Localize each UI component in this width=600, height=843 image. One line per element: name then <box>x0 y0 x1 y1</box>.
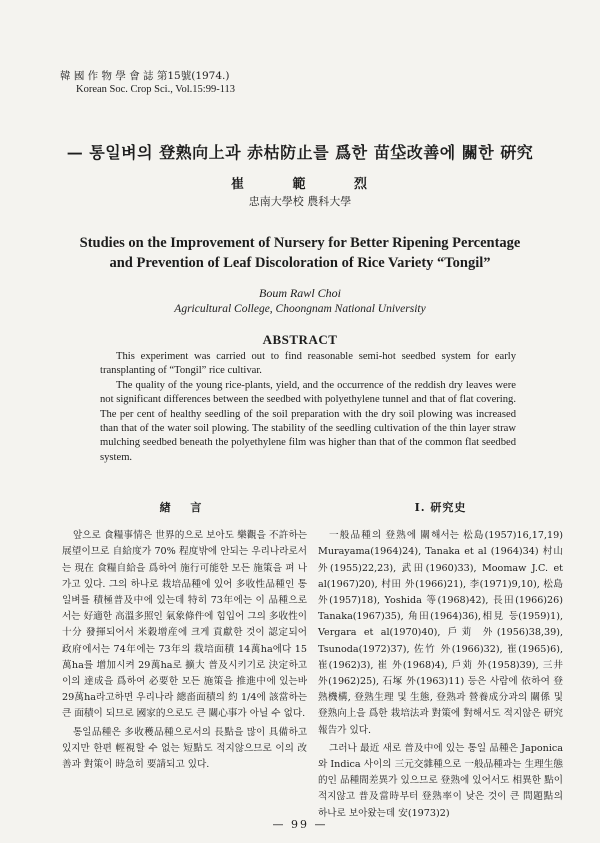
abstract-paragraph-2: The quality of the young rice-plants, yield, and the occurrence of the reddish dry leaves were not significant differences between the seedbed with polyethylene tunnel and that of flat covering. The per cent of healthy seedling of the soil preparation with the dry soil plowing was increased than that of the water soil plowing. The stability of the seedling cultivation of the thin layer straw mulching seedbed beneath the polyethylene film was higher than that of the common flat seedbed system. <box>100 379 516 463</box>
journal-header <box>60 70 235 96</box>
title-english <box>40 233 560 273</box>
introduction-paragraph-2: 통일品種은 多收穫品種으로서의 長點을 많이 具備하고 있지만 한편 輕視할 수 없는 短點도 적지않으므로 이의 改善과 對策이 時急히 要請되고 있다. <box>62 726 307 771</box>
title-korean-text: 통일벼의 登熟向上과 赤枯防止를 爲한 苗垈改善에 關한 硏究 <box>89 143 534 162</box>
abstract-paragraph-1: This experiment was carried out to find reasonable semi-hot seedbed system for early transplanting of “Tongil” rice cultivar. <box>100 351 516 377</box>
research-history-paragraph-1: 一般品種의 登熟에 關해서는 松島(1957)16,17,19) Murayama(1964)24), Tanaka et al (1964)34) 村山 外(1955)22,23), 武田(1960)33), Moomaw J.C. et al(1967)20), 村田 外(1966)21), 李(1971)9,10), 松島 外(1957)18), Yoshida 等(1968)42), 長田(1966)26) Tanaka(1967)35), 角田(1964)36),相見 등(1959)1), Vergara et al(1970)40), 戶苅 外(1956)38,39), Tsunoda(1972)37), 佐竹 外(1966)32), 崔(1965)6), 崔(1962)3), 崔 外(1968)4), 戶苅 外(1958)39), 三井 外(1962)25), 石塚 外(1963)11) 등은 사람에 依하여 登熟機構, 登熟生理 및 生態, 登熟과 營養成分과의 關係 및 登熟向上을 爲한 栽培法과 對策에 對해서도 적지않은 研究報告가 있다. <box>318 530 563 736</box>
introduction-paragraph-1: 앞으로 食糧事情은 世界的으로 보아도 樂觀을 不許하는 展望이므로 自給度가 70% 程度밖에 안되는 우리나라로서는 現在 食糧自給을 爲하여 施行可能한 모든 施策을 펴 나가고 있다. 그의 하나로 栽培品種에 있어 多收性品種인 통일벼를 積極普及中에 있는데 特히 73年에는 이 品種으로서는 好適한 高溫多照인 氣象條件에 힘입어 그의 多收性이 十分 發揮되어서 米穀增産에 크게 貢獻한 것이 認定되어 政府에서는 74年에는 73年의 栽培面積 14萬ha에다 15萬ha를 增加시켜 29萬ha로 擴大 普及시키기로 決定하고 이의 達成을 爲하여 必要한 모든 施策을 推進中에 있는바 29萬ha라고하면 우리나라 總畓面積의 約 1/4에 該當하는 큰 面積이 되므로 國家的으로도 큰 關心事가 아닐 수 없다. <box>62 530 307 720</box>
right-column <box>318 500 563 824</box>
title-dash: — <box>66 143 84 162</box>
introduction-heading: 緖 言 <box>159 501 210 514</box>
author-korean: 崔 範 烈 <box>230 177 390 192</box>
author-english: Boum Rawl Choi <box>258 286 341 300</box>
abstract-heading: ABSTRACT <box>262 332 338 347</box>
research-history-heading: Ⅰ. 研究史 <box>414 501 467 514</box>
journal-name-ko: 韓 國 作 物 學 會 誌 第15號(1974.) <box>60 70 230 82</box>
affiliation-korean: 忠南大學校 農科大學 <box>248 195 352 208</box>
title-english-line2: and Prevention of Leaf Discoloration of Rice Variety “Tongil” <box>109 255 491 271</box>
title-korean <box>0 140 600 163</box>
title-english-line1: Studies on the Improvement of Nursery for Better Ripening Percentage <box>79 235 521 251</box>
abstract-body <box>100 350 516 465</box>
affiliation-english: Agricultural College, Choongnam National University <box>174 303 426 315</box>
page-number: — 99 — <box>272 818 328 831</box>
left-column <box>62 500 307 775</box>
research-history-paragraph-2: 그러나 最近 새로 普及中에 있는 통일 品種은 Japonica와 Indica 사이의 三元交雜種으로 一般品種과는 生理生態的인 品種間差異가 있으므로 登熟에 있어서도 相異한 點이 적지않고 普及當時부터 登熟率이 낮은 것이 큰 問題點의 하나로 보아왔는데 安(1973)2) <box>318 742 563 819</box>
journal-citation-en: Korean Soc. Crop Sci., Vol.15:99-113 <box>76 84 236 95</box>
